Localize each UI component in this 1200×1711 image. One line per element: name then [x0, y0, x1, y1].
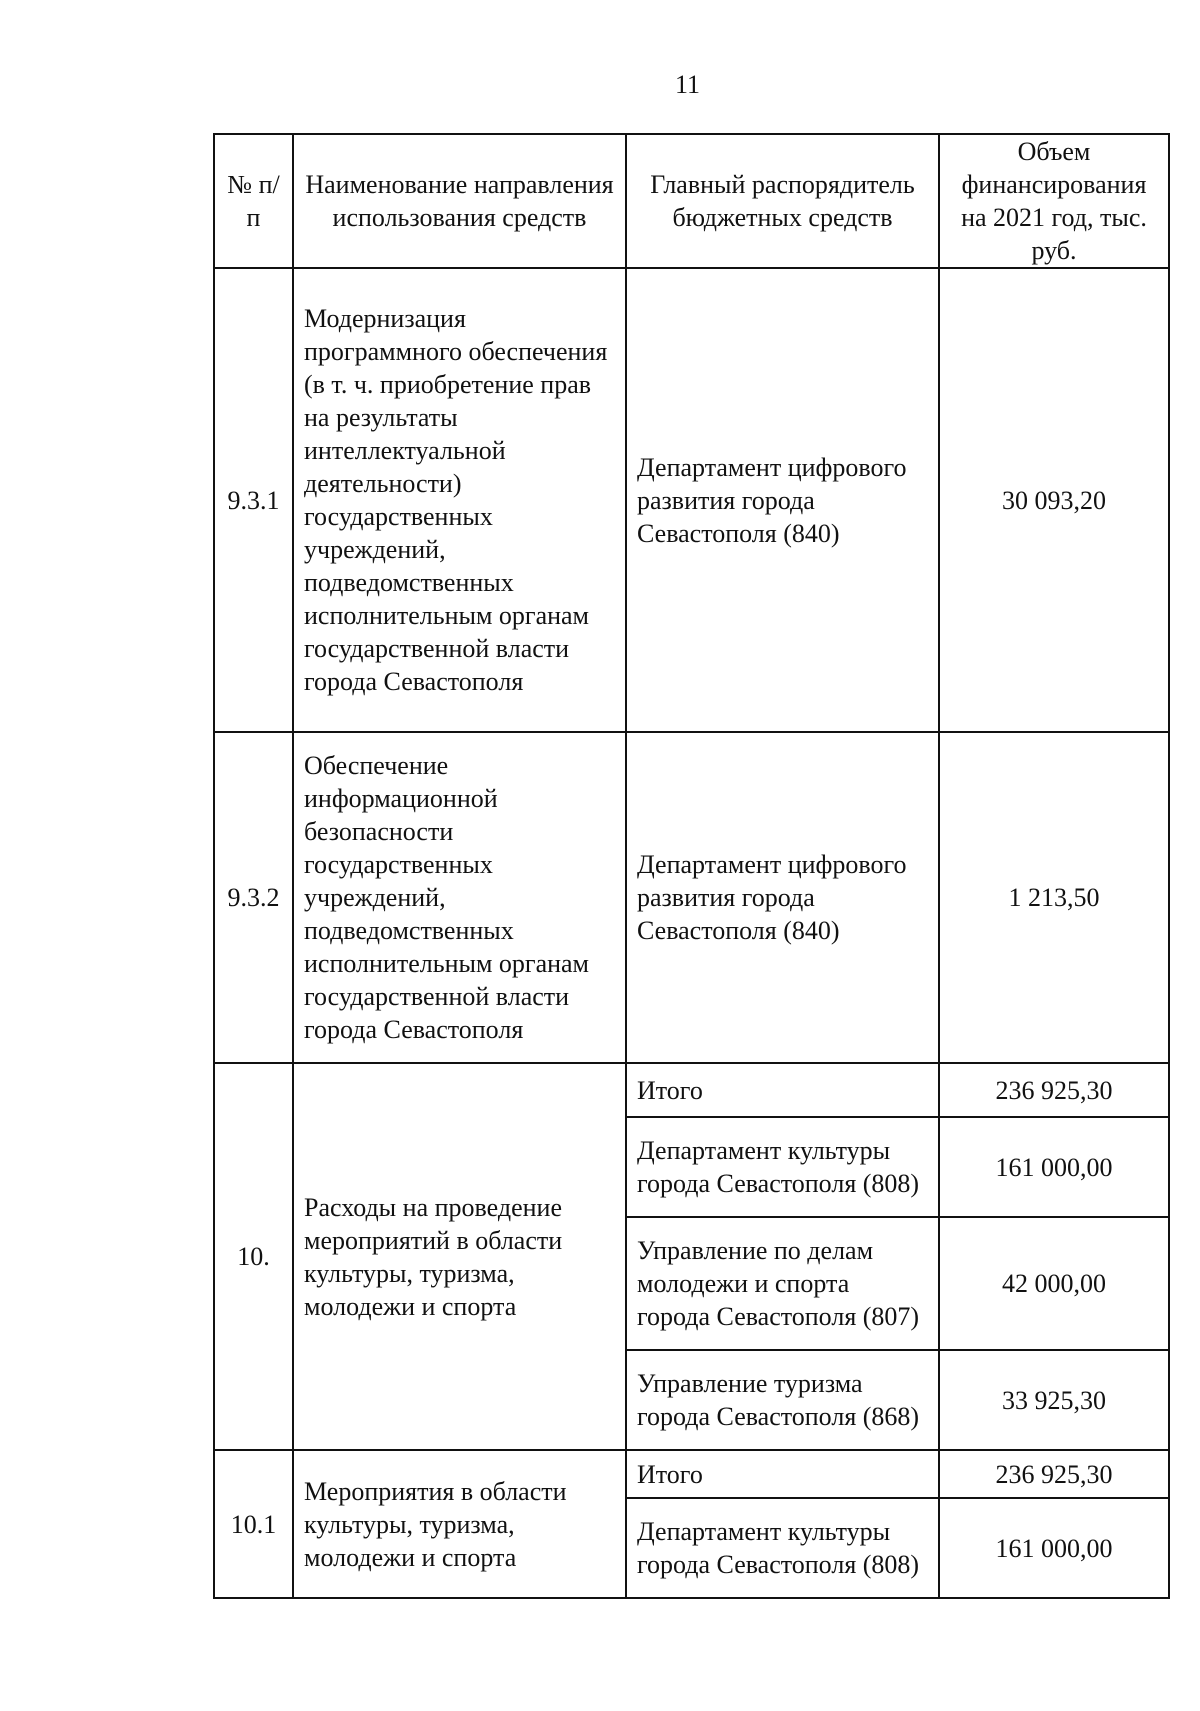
row-administrator: Департамент культуры города Севастополя (808) [626, 1117, 939, 1217]
row-total-amount: 236 925,30 [939, 1063, 1169, 1117]
table-row [214, 1063, 1169, 1117]
table-row [214, 732, 1169, 1063]
header-administrator: Главный распорядитель бюджетных средств [626, 134, 939, 268]
row-administrator: Департамент культуры города Севастополя (808) [626, 1498, 939, 1598]
row-amount: 1 213,50 [939, 732, 1169, 1063]
row-administrator: Департамент цифрового развития города Севастополя (840) [626, 732, 939, 1063]
row-name: Расходы на проведение мероприятий в области культуры, туризма, молодежи и спорта [293, 1063, 626, 1450]
row-total-label: Итого [626, 1450, 939, 1498]
row-num: 10. [214, 1063, 293, 1450]
row-amount: 161 000,00 [939, 1117, 1169, 1217]
page-number: 11 [674, 70, 701, 99]
table-row [214, 1450, 1169, 1498]
budget-table [213, 133, 1170, 1599]
row-administrator: Управление по делам молодежи и спорта города Севастополя (807) [626, 1217, 939, 1350]
table-header-row [214, 134, 1169, 268]
row-name: Мероприятия в области культуры, туризма, молодежи и спорта [293, 1450, 626, 1598]
table-row [214, 268, 1169, 732]
header-num: № п/п [214, 134, 293, 268]
header-amount: Объем финансирования на 2021 год, тыс. руб. [939, 134, 1169, 268]
row-amount: 33 925,30 [939, 1350, 1169, 1450]
row-amount: 42 000,00 [939, 1217, 1169, 1350]
header-name: Наименование направления использования средств [293, 134, 626, 268]
row-name: Обеспечение информационной безопасности государственных учреждений, подведомственных исполнительным органам государственной власти города Севастополя [293, 732, 626, 1063]
row-num: 10.1 [214, 1450, 293, 1598]
row-administrator: Департамент цифрового развития города Севастополя (840) [626, 268, 939, 732]
row-administrator: Управление туризма города Севастополя (868) [626, 1350, 939, 1450]
row-amount: 161 000,00 [939, 1498, 1169, 1598]
row-total-label: Итого [626, 1063, 939, 1117]
row-total-amount: 236 925,30 [939, 1450, 1169, 1498]
row-num: 9.3.1 [214, 268, 293, 732]
row-num: 9.3.2 [214, 732, 293, 1063]
row-name: Модернизация программного обеспечения (в т. ч. приобретение прав на результаты интеллектуальной деятельности) государственных учреждений, подведомственных исполнительным органам государственной власти города Севастополя [293, 268, 626, 732]
row-amount: 30 093,20 [939, 268, 1169, 732]
